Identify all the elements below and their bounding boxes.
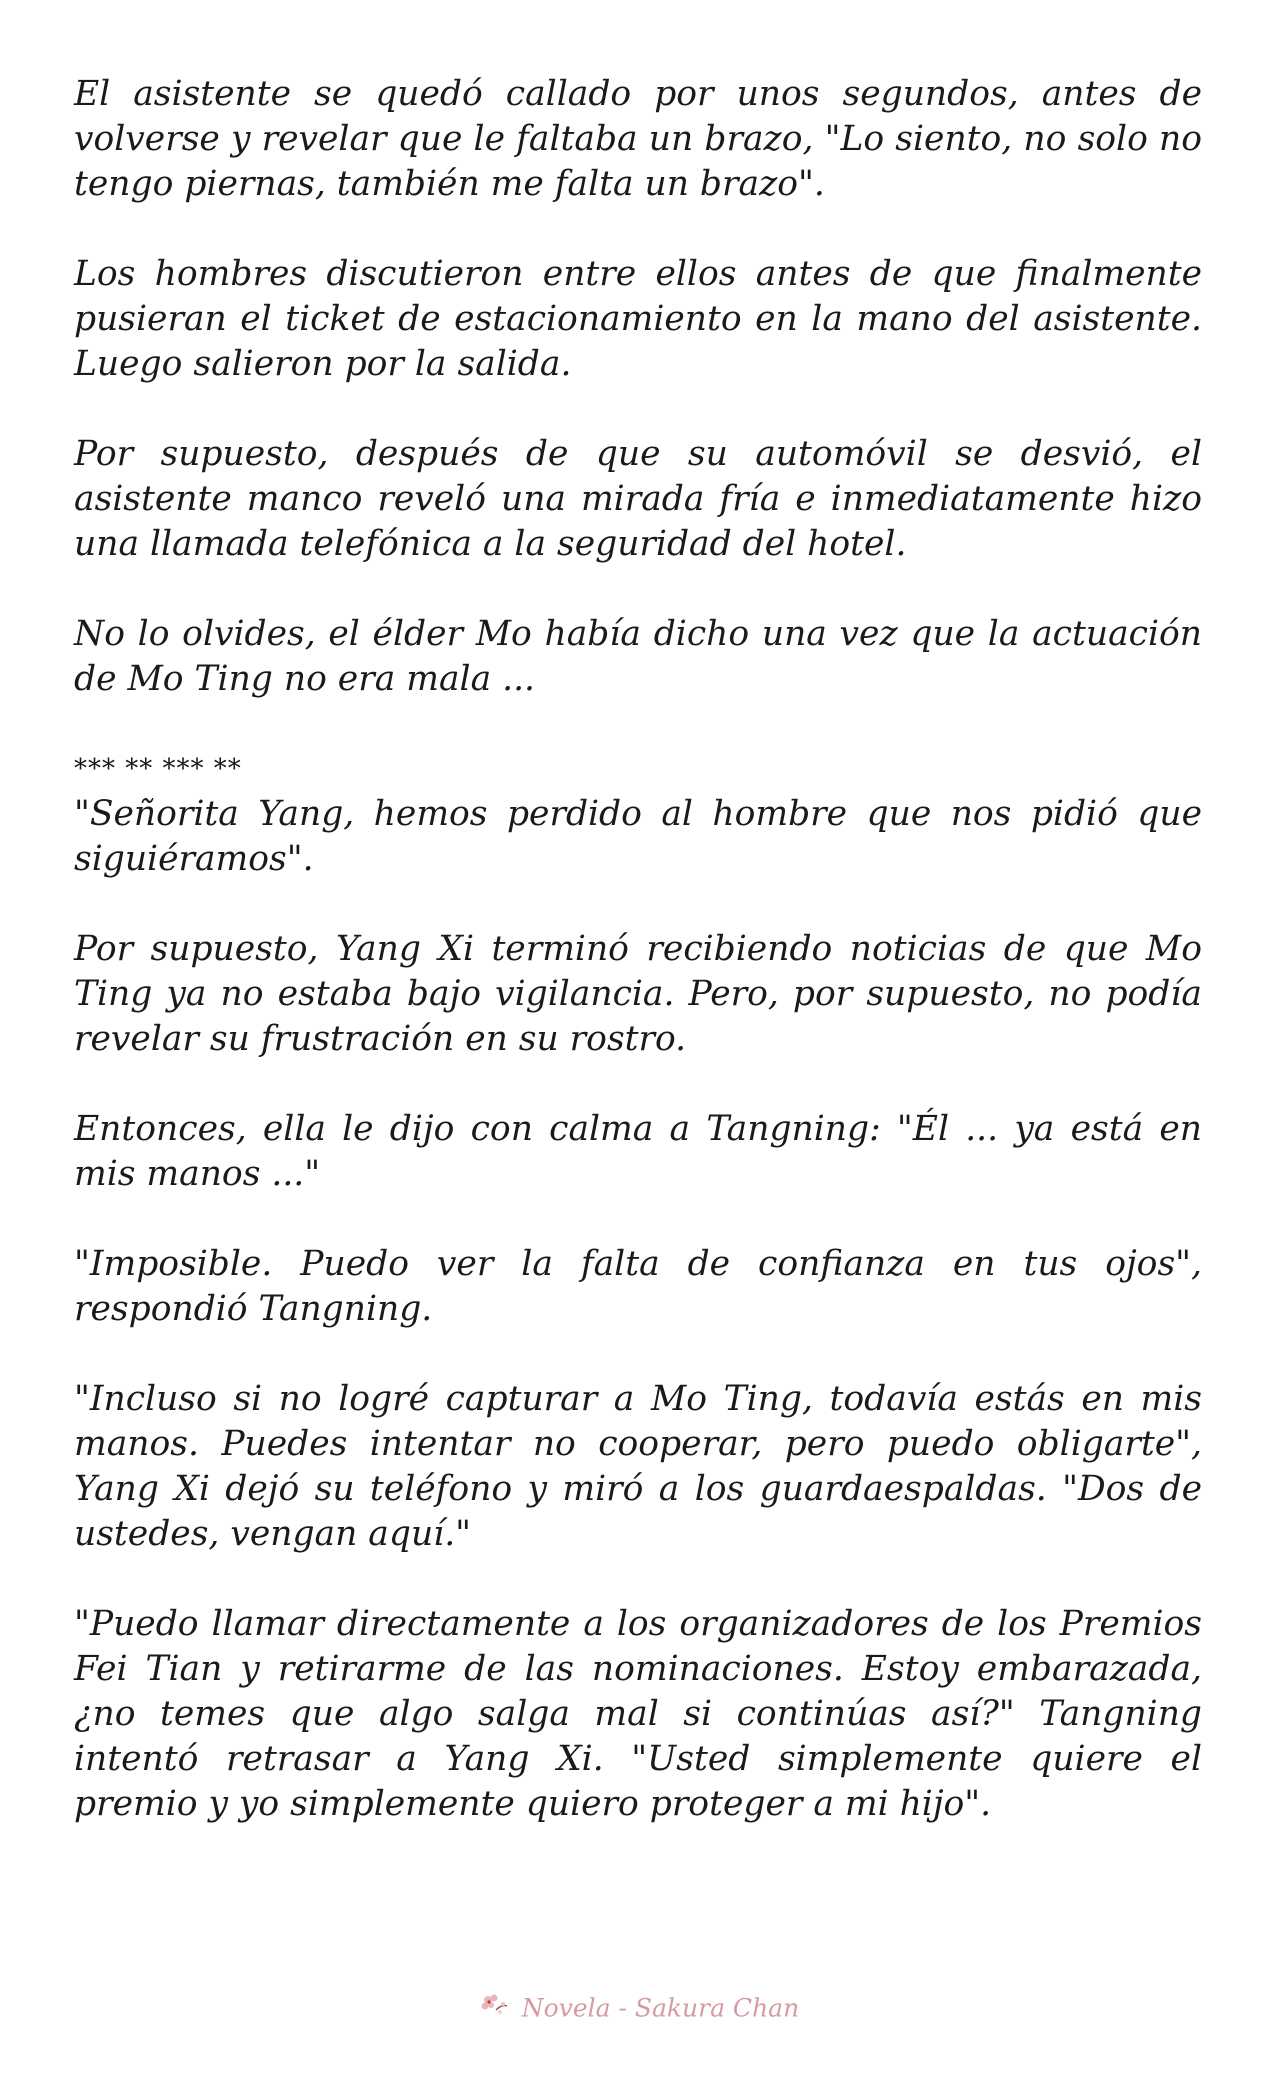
paragraph: Entonces, ella le dijo con calma a Tangning: "Él ... ya está en mis manos ..." [74, 1109, 1202, 1194]
paragraph: Por supuesto, después de que su automóvil se desvió, el asistente manco reveló una mirada fría e inmediatamente hizo una llamada telefónica a la seguridad del hotel. [74, 434, 1202, 564]
paragraph: No lo olvides, el élder Mo había dicho una vez que la actuación de Mo Ting no era mala ... [74, 614, 1202, 699]
paragraph: Por supuesto, Yang Xi terminó recibiendo noticias de que Mo Ting ya no estaba bajo vigilancia. Pero, por supuesto, no podía revelar su frustración en su rostro. [74, 929, 1202, 1059]
sakura-flower-icon [476, 1990, 510, 2026]
document-body [74, 72, 1202, 1827]
paragraph: "Incluso si no logré capturar a Mo Ting, todavía estás en mis manos. Puedes intentar no cooperar, pero puedo obligarte", Yang Xi dejó su teléfono y miró a los guardaespaldas. "Dos de ustedes, vengan aquí." [74, 1379, 1202, 1554]
paragraph: "Señorita Yang, hemos perdido al hombre que nos pidió que siguiéramos". [74, 794, 1202, 879]
paragraph: "Puedo llamar directamente a los organizadores de los Premios Fei Tian y retirarme de las nominaciones. Estoy embarazada, ¿no temes que algo salga mal si continúas así?" Tangning intentó retrasar a Yang Xi. "Usted simplemente quiere el premio y yo simplemente quiero proteger a mi hijo". [74, 1604, 1202, 1824]
paragraph: Los hombres discutieron entre ellos antes de que finalmente pusieran el ticket de estacionamiento en la mano del asistente. Luego salieron por la salida. [74, 254, 1202, 384]
paragraph: "Imposible. Puedo ver la falta de confianza en tus ojos", respondió Tangning. [74, 1244, 1202, 1329]
watermark-footer [0, 1990, 1275, 2026]
watermark-label: Novela - Sakura Chan [521, 1993, 800, 2023]
section-separator: *** ** *** ** [74, 754, 242, 784]
paragraph: El asistente se quedó callado por unos segundos, antes de volverse y revelar que le faltaba un brazo, "Lo siento, no solo no tengo piernas, también me falta un brazo". [74, 74, 1202, 204]
